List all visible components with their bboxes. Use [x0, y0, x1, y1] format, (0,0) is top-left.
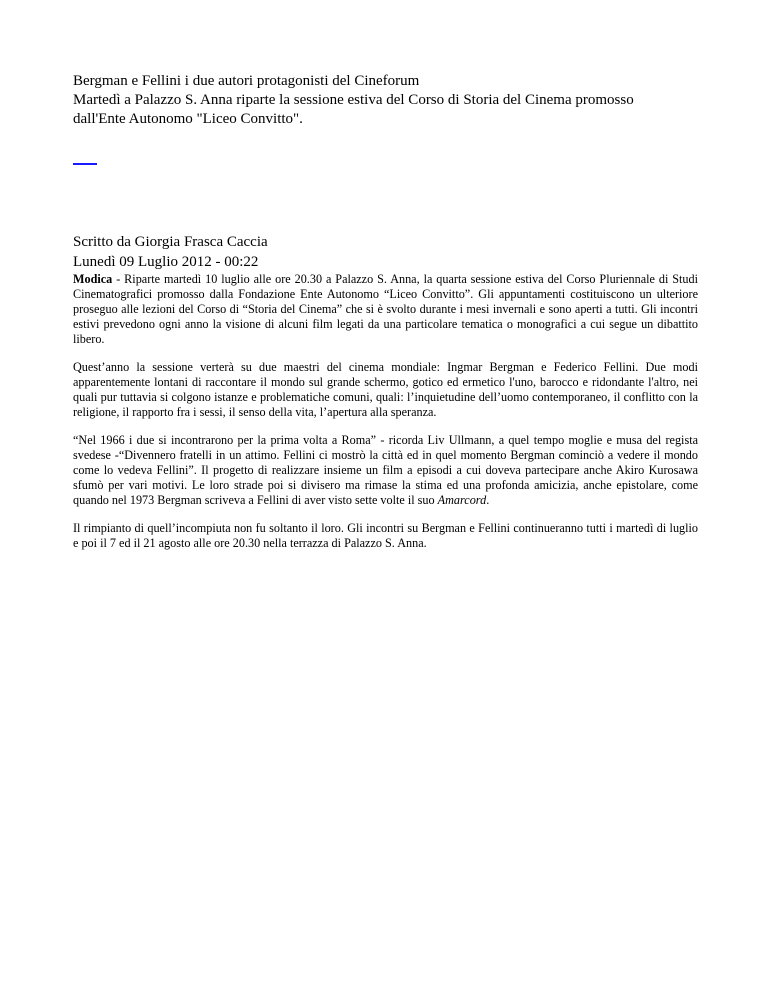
empty-link[interactable]: [73, 163, 97, 165]
paragraph-3-text: “Nel 1966 i due si incontrarono per la prima volta a Roma” - ricorda Liv Ullmann, a quel tempo moglie e musa del regista svedese -“Divennero fratelli in un attimo. Fellini ci mostrò la città ed in quel momento Bergman cominciò a vedere il mondo come lo vedeva Fellini”. Il progetto di realizzare insieme un film a episodi a cui doveva partecipare anche Akiro Kurosawa sfumò per vari motivi. Le loro strade poi si divisero ma rimase la stima ed una profonda amicizia, anche epistolare, come quando nel 1973 Bergman scriveva a Fellini di aver visto sette volte il suo: [73, 433, 698, 507]
paragraph-3-end: .: [486, 493, 490, 507]
movie-title: Amarcord: [437, 493, 487, 507]
article-subtitle-line-1: Martedì a Palazzo S. Anna riparte la sessione estiva del Corso di Storia del Cinema promosso: [73, 92, 634, 108]
date-line: Lunedì 09 Luglio 2012 - 00:22: [73, 254, 259, 270]
article-subtitle-line-2: dall'Ente Autonomo "Liceo Convitto".: [73, 111, 303, 127]
dateline-place: Modica: [73, 272, 113, 286]
document-page: [73, 72, 698, 564]
paragraph-4: Il rimpianto di quell’incompiuta non fu soltanto il loro. Gli incontri su Bergman e Fellini continueranno tutti i martedì di luglio e poi il 7 ed il 21 agosto alle ore 20.30 nella terrazza di Palazzo S. Anna.: [73, 521, 698, 550]
paragraph-3: [73, 433, 698, 508]
paragraph-1-text: - Riparte martedì 10 luglio alle ore 20.30 a Palazzo S. Anna, la quarta sessione estiva del Corso Pluriennale di Studi Cinematografici promosso dalla Fondazione Ente Autonomo “Liceo Convitto”. Gli appuntamenti costituiscono un ulteriore proseguo alle lezioni del Corso di “Storia del Cinema” che si è svolto durante i mesi invernali e sono aperti a tutti. Gli incontri estivi prevedono ogni anno la visione di alcuni film legati da una particolare tematica o monografici a cui segue un dibattito libero.: [73, 272, 698, 346]
byline: [73, 232, 698, 272]
article-body: [73, 272, 698, 551]
author-line: Scritto da Giorgia Frasca Caccia: [73, 234, 268, 250]
paragraph-1: [73, 272, 698, 347]
article-header: [73, 72, 698, 129]
article-title: Bergman e Fellini i due autori protagonisti del Cineforum: [73, 73, 420, 89]
paragraph-2: Quest’anno la sessione verterà su due maestri del cinema mondiale: Ingmar Bergman e Federico Fellini. Due modi apparentemente lontani di raccontare il mondo sul grande schermo, gotico ed ermetico l'uno, barocco e ridondante l'altro, nei quali pur tuttavia si colgono istanze e problematiche comuni, quali: l’inquietudine dell’uomo contemporaneo, il conflitto con la religione, il rapporto fra i sessi, il senso della vita, l’apertura alla speranza.: [73, 360, 698, 419]
